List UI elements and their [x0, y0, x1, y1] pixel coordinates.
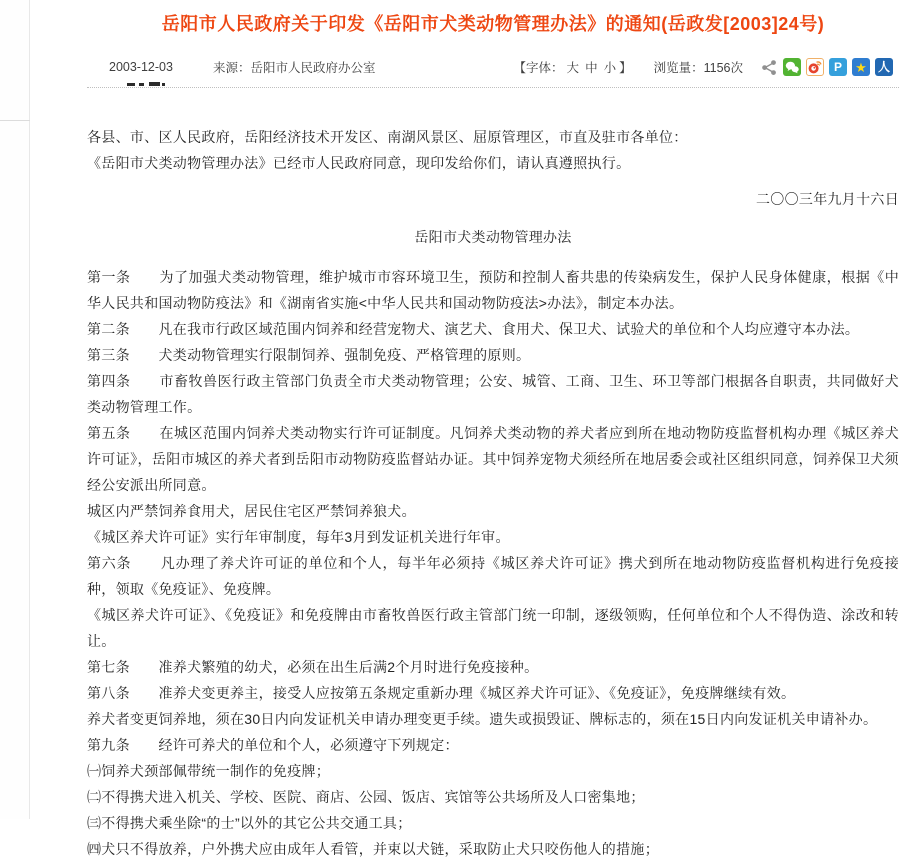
qzone-icon[interactable] [852, 58, 870, 76]
body-paragraph: ㈣犬只不得放养，户外携犬应由成年人看管，并束以犬链，采取防止犬只咬伤他人的措施； [87, 841, 659, 857]
renren-icon-glyph: 人 [877, 60, 890, 74]
view-count: 浏览量：1156次 [653, 61, 743, 75]
page-title: 岳阳市人民政府关于印发《岳阳市犬类动物管理办法》的通知(岳政发[2003]24号) [161, 14, 825, 34]
article-meta-row [87, 57, 899, 77]
body-paragraph: 第四条 市畜牧兽医行政主管部门负责全市犬类动物管理；公安、城管、工商、卫生、环卫等部门根据各自职责，共同做好犬类动物管理工作。 [87, 373, 899, 415]
pengyou-icon[interactable] [829, 58, 847, 76]
page-left-gutter [0, 0, 30, 819]
body-paragraph: 《城区养犬许可证》、《免疫证》和免疫牌由市畜牧兽医行政主管部门统一印制，逐级领购，任何单位和个人不得伪造、涂改和转让。 [87, 607, 899, 649]
body-paragraph: 《岳阳市犬类动物管理办法》已经市人民政府同意，现印发给你们，请认真遵照执行。 [87, 155, 631, 171]
body-paragraph: 《城区养犬许可证》实行年审制度，每年3月到发证机关进行年审。 [87, 529, 510, 545]
weibo-icon[interactable] [806, 58, 824, 76]
body-paragraph: 第七条 准养犬繁殖的幼犬，必须在出生后满2个月时进行免疫接种。 [87, 659, 539, 675]
body-paragraph: 第三条 犬类动物管理实行限制饲养、强制免疫、严格管理的原则。 [87, 347, 531, 363]
wechat-icon[interactable] [783, 58, 801, 76]
clipped-text-fragment [127, 82, 167, 87]
body-paragraph: 城区内严禁饲养食用犬，居民住宅区严禁饲养狼犬。 [87, 503, 416, 519]
source-label: 来源：岳阳市人民政府办公室 [212, 61, 376, 75]
qzone-icon-glyph: ★ [855, 59, 867, 75]
share-bar [755, 58, 893, 76]
font-size-control [514, 58, 632, 76]
font-control-close: 】 [619, 61, 632, 75]
body-paragraph: ㈠饲养犬颈部佩带统一制作的免疫牌； [87, 763, 331, 779]
font-size-large-button[interactable]: 大 [566, 61, 580, 75]
body-paragraph: 第六条 凡办理了养犬许可证的单位和个人，每半年必须持《城区养犬许可证》携犬到所在地动物防疫监督机构进行免疫接种，领取《免疫证》、免疫牌。 [87, 555, 899, 597]
document-body [87, 124, 899, 862]
gutter-divider-line [0, 120, 30, 121]
body-paragraph: 第二条 凡在我市行政区域范围内饲养和经营宠物犬、演艺犬、食用犬、保卫犬、试验犬的单位和个人均应遵守本办法。 [87, 321, 860, 337]
share-icon[interactable] [760, 58, 778, 76]
pengyou-icon-glyph: P [833, 60, 842, 74]
body-paragraph: 第五条 在城区范围内饲养犬类动物实行许可证制度。凡饲养犬类动物的养犬者应到所在地动物防疫监督机构办理《城区养犬许可证》，岳阳市城区的养犬者到岳阳市动物防疫监督站办证。其中饲养宠物犬须经所在地居委会或社区组织同意，饲养保卫犬须经公安派出所同意。 [87, 425, 899, 493]
body-paragraph: ㈡不得携犬进入机关、学校、医院、商店、公园、饭店、宾馆等公共场所及人口密集地； [87, 789, 645, 805]
publish-date: 2003-12-03 [109, 60, 173, 74]
font-control-open: 【字体： [513, 61, 564, 75]
body-paragraph: 第九条 经许可养犬的单位和个人，必须遵守下列规定： [87, 737, 459, 753]
body-paragraph: 第八条 准养犬变更养主，接受人应按第五条规定重新办理《城区养犬许可证》、《免疫证》，免疫牌继续有效。 [87, 685, 796, 701]
body-paragraph: 养犬者变更饲养地，须在30日内向发证机关申请办理变更手续。遗失或损毁证、牌标志的，须在15日内向发证机关申请补办。 [87, 711, 878, 727]
body-paragraph: ㈢不得携犬乘坐除“的士”以外的其它公共交通工具； [87, 815, 412, 831]
font-size-small-button[interactable]: 小 [603, 61, 617, 75]
dotted-divider [87, 87, 899, 88]
font-size-medium-button[interactable]: 中 [585, 61, 598, 75]
renren-icon[interactable] [875, 58, 893, 76]
article-content-area [31, 0, 924, 857]
body-paragraph: 二〇〇三年九月十六日 [756, 191, 899, 207]
body-paragraph: 第一条 为了加强犬类动物管理，维护城市市容环境卫生，预防和控制人畜共患的传染病发生，保护人民身体健康，根据《中华人民共和国动物防疫法》和《湖南省实施<中华人民共和国动物防疫法>办法》，制定本办法。 [87, 269, 899, 311]
body-paragraph: 各县、市、区人民政府，岳阳经济技术开发区、南湖风景区、屈原管理区，市直及驻市各单位： [87, 129, 688, 145]
body-paragraph: 岳阳市犬类动物管理办法 [414, 229, 572, 245]
